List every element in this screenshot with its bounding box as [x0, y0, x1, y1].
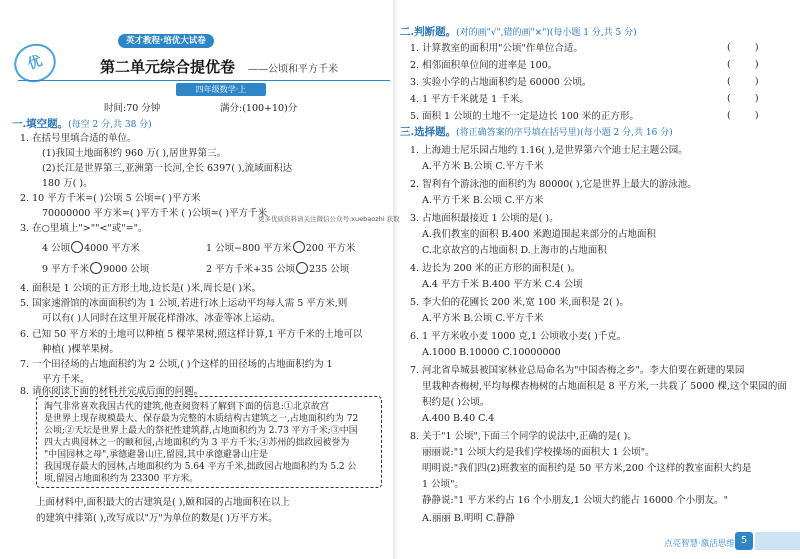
- section-1-title: 一.填空题。: [12, 118, 69, 130]
- material-line-2: 是世界上现存规模最大、保存最为完整的木质结构古建筑之一,占地面积约为 72: [44, 414, 359, 424]
- choice-6-options: A.1000 B.10000 C.10000000: [422, 347, 561, 358]
- choice-7b: 里栽种杏梅树,平均每棵杏梅树的占地面积是 8 平方米,一共栽了 5000 棵,这个果园的面: [422, 381, 787, 392]
- watermark-text: 更多优质资料请关注微信公众号:xuebaozhi 获取: [258, 215, 400, 223]
- exam-time: 时间:70 分钟: [104, 103, 161, 114]
- section-3-note: (将正确答案的序号填在括号里)(每小题 2 分,共 16 分): [456, 128, 673, 138]
- choice-4: 4. 边长为 200 米的正方形的面积是( )。: [410, 263, 581, 274]
- question-5: 5. 国家速滑馆的冰面面积约为 1 公顷,若进行冰上运动平均每人需 5 平方米,则: [20, 298, 348, 309]
- question-8b: 的建筑中排第( ),改写成以"万"为单位的数是( )万平方米。: [36, 513, 278, 524]
- answer-blank[interactable]: ( ): [727, 76, 759, 87]
- series-badge: 英才教程·培优大试卷: [118, 34, 214, 48]
- section-2-heading: [400, 26, 637, 40]
- choice-8: 8. 关于"1 公顷",下面三个同学的说法中,正确的是( )。: [410, 431, 637, 442]
- compare-item: 1 公顷−800 平方米: [206, 243, 292, 254]
- section-2-title: 二.判断题。: [400, 26, 457, 38]
- question-6: 6. 已知 50 平方米的土地可以种植 5 棵苹果树,照这样计算,1 平方千米的土地可以: [20, 329, 363, 340]
- question-8a: 上面材料中,面积最大的古建筑是( ),颐和园的占地面积在以上: [36, 497, 290, 508]
- answer-circle[interactable]: [90, 262, 102, 274]
- compare-row-2: [42, 262, 149, 276]
- question-4: 4. 面积是 1 公顷的正方形土地,边长是( )米,周长是( )米。: [20, 283, 262, 294]
- answer-blank[interactable]: ( ): [727, 93, 759, 104]
- footer-slogan: 点亮智慧·激活思维: [664, 539, 735, 549]
- question-6b: 种植( )棵苹果树。: [42, 344, 119, 355]
- compare-item: 2 平方千米+35 公顷: [206, 264, 296, 275]
- choice-2: 2. 智利有个游泳池的面积约为 80000( ),它是世界上最大的游泳池。: [410, 179, 697, 190]
- page-subtitle: ——公顷和平方千米: [248, 64, 338, 75]
- compare-item: 4 公顷: [42, 243, 71, 254]
- answer-circle[interactable]: [296, 262, 308, 274]
- material-line-1: 淘气非常喜欢我国古代的建筑,他查阅资料了解到下面的信息:①北京故宫: [44, 402, 329, 412]
- choice-7-options: A.400 B.40 C.4: [422, 413, 495, 424]
- section-3-heading: [400, 126, 673, 140]
- choice-1: 1. 上海迪士尼乐园占地约 1.16( ),是世界第六个迪士尼主题公园。: [410, 145, 688, 156]
- section-3-title: 三.选择题。: [400, 126, 457, 138]
- compare-row-2b: [206, 262, 349, 276]
- choice-8a: 丽丽说:"1 公顷大约是我们学校操场的面积大 1 公顷"。: [422, 447, 655, 458]
- choice-5: 5. 李大伯的花圃长 200 米,宽 100 米,面积是 2( )。: [410, 297, 629, 308]
- section-1-note: (每空 2 分,共 38 分): [68, 120, 152, 130]
- choice-8d: 静静说:"1 平方米约占 16 个小朋友,1 公顷大约能占 16000 个小朋友。": [422, 495, 728, 506]
- judge-5: 5. 面积 1 公顷的土地不一定是边长 100 米的正方形。: [410, 111, 639, 122]
- choice-6: 6. 1 平方米收小麦 1000 克,1 公顷收小麦( )千克。: [410, 331, 627, 342]
- choice-7c: 积约是( )公顷。: [422, 397, 490, 408]
- question-1a: (1)我国土地面积约 960 万( ),居世界第三。: [42, 148, 227, 159]
- material-line-6: 我国现存最大的园林,占地面积约为 5.64 平方千米,拙政园占地面积约为 5.2 公: [44, 462, 357, 472]
- compare-item: 4000 平方米: [84, 243, 140, 254]
- answer-circle[interactable]: [71, 241, 83, 253]
- judge-4: 4. 1 平方千米就是 1 千米。: [410, 94, 529, 105]
- section-2-note: (对的画"√",错的画"×")(每小题 1 分,共 5 分): [456, 28, 637, 38]
- compare-item: 200 平方米: [305, 243, 356, 254]
- question-8: 8. 请你阅读下面的材料并完成后面的问题。: [20, 386, 204, 397]
- material-line-3: 公顷;②天坛是世界上最大的祭祀性建筑群,占地面积约为 2.73 平方千米;③中国: [44, 426, 358, 436]
- question-2b: 70000000 平方米=( )平方千米 ( )公顷=( )平方千米: [42, 208, 268, 219]
- answer-blank[interactable]: ( ): [727, 42, 759, 53]
- choice-4-options: A.4 平方千米 B.400 平方米 C.4 公顷: [422, 279, 583, 290]
- choice-2-options: A.平方千米 B.公顷 C.平方米: [422, 195, 544, 206]
- choice-8c: 1 公顷"。: [422, 479, 464, 490]
- material-line-5: "中国园林之母",承德避暑山庄,留园,其中承德避暑山庄是: [44, 450, 268, 460]
- footer-bar: [755, 532, 800, 550]
- answer-blank[interactable]: ( ): [727, 59, 759, 70]
- choice-5-options: A.平方米 B.公顷 C.平方千米: [422, 313, 544, 324]
- compare-row-1b: [206, 241, 355, 255]
- section-1-heading: [12, 118, 152, 132]
- question-5b: 可以有( )人同时在这里开展花样滑冰、冰壶等冰上运动。: [42, 313, 281, 324]
- choice-7: 7. 河北省阜城县被国家林业总局命名为"中国杏梅之乡"。李大伯要在新建的果园: [410, 365, 745, 376]
- question-1b: (2)长江是世界第三,亚洲第一长河,全长 6397( ),流域面积达: [42, 163, 293, 174]
- choice-3-options-a: A.我们教室的面积 B.400 米跑道围起来部分的占地面积: [422, 229, 657, 240]
- judge-3: 3. 实验小学的占地面积约是 60000 公顷。: [410, 77, 592, 88]
- question-7b: 平方千米。: [42, 374, 90, 385]
- compare-item: 235 公顷: [309, 264, 350, 275]
- page-gutter: [393, 0, 397, 559]
- question-1: 1. 在括号里填合适的单位。: [20, 133, 137, 144]
- choice-1-options: A.平方米 B.公顷 C.平方千米: [422, 161, 544, 172]
- judge-1: 1. 计算教室的面积用"公顷"作单位合适。: [410, 43, 583, 54]
- header-rule: [18, 80, 390, 81]
- page-title: 第二单元综合提优卷: [100, 58, 236, 76]
- material-line-7: 顷,留园占地面积约为 23300 平方米。: [44, 474, 199, 484]
- question-3: 3. 在○里填上">""<"或"="。: [20, 223, 148, 234]
- material-line-4: 四大古典园林之一的颐和园,占地面积约为 3 平方千米;④苏州的拙政园被誉为: [44, 438, 350, 448]
- compare-item: 9 平方千米: [42, 264, 90, 275]
- question-2: 2. 10 平方千米=( )公顷 5 公顷=( )平方米: [20, 193, 201, 204]
- question-7: 7. 一个田径场的占地面积约为 2 公顷,( )个这样的田径场的占地面积约为 1: [20, 359, 333, 370]
- answer-blank[interactable]: ( ): [727, 110, 759, 121]
- choice-8b: 明明说:"我们四(2)班教室的面积约是 50 平方米,200 个这样的教室面积大约是: [422, 463, 752, 474]
- judge-2: 2. 相邻面积单位间的进率是 100。: [410, 60, 558, 71]
- choice-3-options-b: C.北京故宫的占地面积 D.上海市的占地面积: [422, 245, 607, 256]
- page-number: 5: [735, 532, 753, 550]
- brand-logo: 优: [9, 38, 61, 88]
- question-1c: 180 万( )。: [42, 178, 93, 189]
- answer-circle[interactable]: [293, 241, 305, 253]
- exam-score: 满分:(100+10)分: [220, 103, 298, 114]
- compare-item: 9000 公顷: [103, 264, 150, 275]
- choice-8-options: A.丽丽 B.明明 C.静静: [422, 513, 515, 524]
- compare-row-1: [42, 241, 140, 255]
- choice-3: 3. 占地面积最接近 1 公顷的是( )。: [410, 213, 559, 224]
- grade-label: 四年级数学·上: [176, 83, 266, 96]
